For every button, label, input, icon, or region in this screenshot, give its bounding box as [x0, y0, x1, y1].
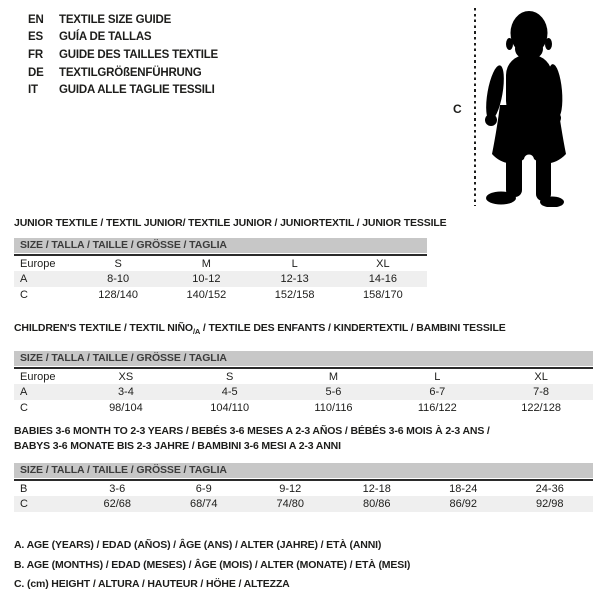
age-cell: 12-18 — [362, 482, 391, 495]
size-cell: S — [226, 370, 234, 383]
language-title: GUÍA DE TALLAS — [59, 31, 152, 44]
language-title: GUIDA ALLE TAGLIE TESSILI — [59, 84, 215, 97]
size-cell: XL — [534, 370, 548, 383]
age-cell: 24-36 — [535, 482, 564, 495]
age-cell: 3-6 — [109, 482, 126, 495]
silhouette-ear-left — [506, 38, 513, 50]
language-code: EN — [28, 13, 44, 26]
age-cell: 6-7 — [429, 386, 446, 399]
table-row-age — [14, 384, 593, 400]
table-row-europe — [14, 368, 593, 384]
table-title-part: CHILDREN'S TEXTILE / TEXTIL NIÑO — [14, 322, 193, 334]
size-cell: L — [434, 370, 441, 383]
size-header-bar: SIZE / TALLA / TAILLE / GRÖSSE / TAGLIA — [14, 463, 593, 478]
table-row-age — [14, 271, 427, 287]
height-cell: 98/104 — [109, 402, 143, 415]
height-measure-label: C — [453, 102, 462, 116]
height-cell: 104/110 — [210, 402, 250, 415]
size-cell: XS — [118, 370, 134, 383]
size-cell: M — [201, 257, 211, 270]
language-title: GUIDE DES TAILLES TEXTILE — [59, 48, 218, 61]
table-title — [14, 424, 593, 454]
height-cell: 74/80 — [276, 498, 305, 510]
age-cell: 7-8 — [533, 386, 550, 399]
language-row-en — [28, 11, 218, 29]
height-cell: 92/98 — [535, 498, 564, 510]
silhouette-ear-right — [545, 38, 552, 50]
row-label: C — [20, 289, 28, 301]
language-row-it — [28, 81, 218, 99]
language-code: IT — [28, 84, 38, 97]
junior-size-table — [14, 254, 427, 303]
age-cell: 4-5 — [221, 386, 238, 399]
babies-textile-section — [14, 424, 593, 512]
language-list — [28, 11, 218, 99]
size-cell: M — [328, 370, 339, 383]
height-cell: 158/170 — [362, 289, 403, 301]
language-code: FR — [28, 48, 43, 61]
row-label: B — [20, 482, 28, 495]
table-title — [14, 322, 593, 338]
silhouette-hand-left — [485, 114, 497, 126]
table-row-height — [14, 287, 427, 303]
size-header-bar: SIZE / TALLA / TAILLE / GRÖSSE / TAGLIA — [14, 351, 593, 366]
age-cell: 18-24 — [449, 482, 478, 495]
legend — [14, 536, 410, 595]
silhouette-shorts — [492, 105, 566, 163]
legend-line-a: A. AGE (YEARS) / EDAD (AÑOS) / ÂGE (ANS) / ALTER (JAHRE) / ETÀ (ANNI) — [14, 539, 382, 551]
language-code: ES — [28, 31, 43, 44]
table-title-part: / TEXTILE DES ENFANTS / KINDERTEXTIL / BAMBINI TESSILE — [200, 322, 506, 334]
table-row-europe — [14, 255, 427, 271]
size-cell: S — [114, 257, 122, 270]
age-cell: 14-16 — [368, 273, 397, 285]
children-textile-section — [14, 322, 593, 416]
table-title-line2: BABYS 3-6 MONATE BIS 2-3 JAHRE / BAMBINI 3-6 MESI A 2-3 ANNI — [14, 440, 341, 452]
height-cell: 110/116 — [314, 402, 353, 415]
age-cell: 3-4 — [117, 386, 134, 399]
height-cell: 86/92 — [449, 498, 478, 510]
row-label: C — [20, 498, 28, 510]
height-cell: 140/152 — [186, 289, 227, 301]
table-title-line1: BABIES 3-6 MONTH TO 2-3 YEARS / BEBÉS 3-6 MESES A 2-3 AÑOS / BÉBÉS 3-6 MOIS À 2-3 ANS / — [14, 425, 490, 437]
age-cell: 9-12 — [279, 482, 302, 495]
height-cell: 80/86 — [362, 498, 391, 510]
silhouette-leg-right — [536, 147, 551, 201]
toddler-silhouette-image — [482, 9, 570, 207]
table-title: JUNIOR TEXTILE / TEXTIL JUNIOR/ TEXTILE JUNIOR / JUNIORTEXTIL / JUNIOR TESSILE — [14, 217, 447, 229]
silhouette-foot-left — [486, 192, 516, 205]
table-row-age-months — [14, 480, 593, 496]
row-label: A — [20, 273, 28, 285]
legend-line-b: B. AGE (MONTHS) / EDAD (MESES) / ÂGE (MOIS) / ALTER (MONATE) / ETÀ (MESI) — [14, 558, 411, 571]
height-cell: 122/128 — [521, 402, 561, 415]
row-label: Europe — [20, 257, 56, 270]
silhouette-leg-left — [506, 147, 522, 197]
height-cell: 116/122 — [417, 402, 457, 415]
size-cell: XL — [376, 257, 390, 270]
age-cell: 10-12 — [192, 273, 221, 285]
table-row-height — [14, 400, 593, 416]
row-label: C — [20, 402, 28, 415]
size-cell: L — [291, 257, 298, 270]
height-cell: 152/158 — [274, 289, 315, 301]
table-title-subscript: /A — [192, 327, 201, 337]
children-size-table — [14, 367, 593, 416]
row-label: A — [20, 386, 28, 399]
age-cell: 12-13 — [280, 273, 309, 285]
age-cell: 8-10 — [107, 273, 130, 285]
height-cell: 68/74 — [189, 498, 218, 510]
language-title: TEXTILGRÖßENFÜHRUNG — [59, 66, 202, 79]
table-row-height — [14, 496, 593, 512]
language-title: TEXTILE SIZE GUIDE — [59, 13, 172, 26]
age-cell: 5-6 — [325, 386, 342, 399]
silhouette-foot-right — [540, 197, 564, 208]
height-cell: 62/68 — [103, 498, 132, 510]
language-code: DE — [28, 66, 44, 79]
height-dashed-line — [474, 8, 476, 206]
age-cell: 6-9 — [195, 482, 212, 495]
babies-size-table — [14, 479, 593, 512]
language-row-de — [28, 64, 218, 82]
row-label: Europe — [20, 370, 56, 383]
legend-line-c: C. (cm) HEIGHT / ALTURA / HAUTEUR / HÖHE / ALTEZZA — [14, 578, 290, 590]
language-row-fr — [28, 46, 218, 64]
language-row-es — [28, 29, 218, 47]
size-header-bar: SIZE / TALLA / TAILLE / GRÖSSE / TAGLIA — [14, 238, 427, 253]
height-cell: 128/140 — [98, 289, 138, 301]
junior-textile-section — [14, 217, 447, 303]
